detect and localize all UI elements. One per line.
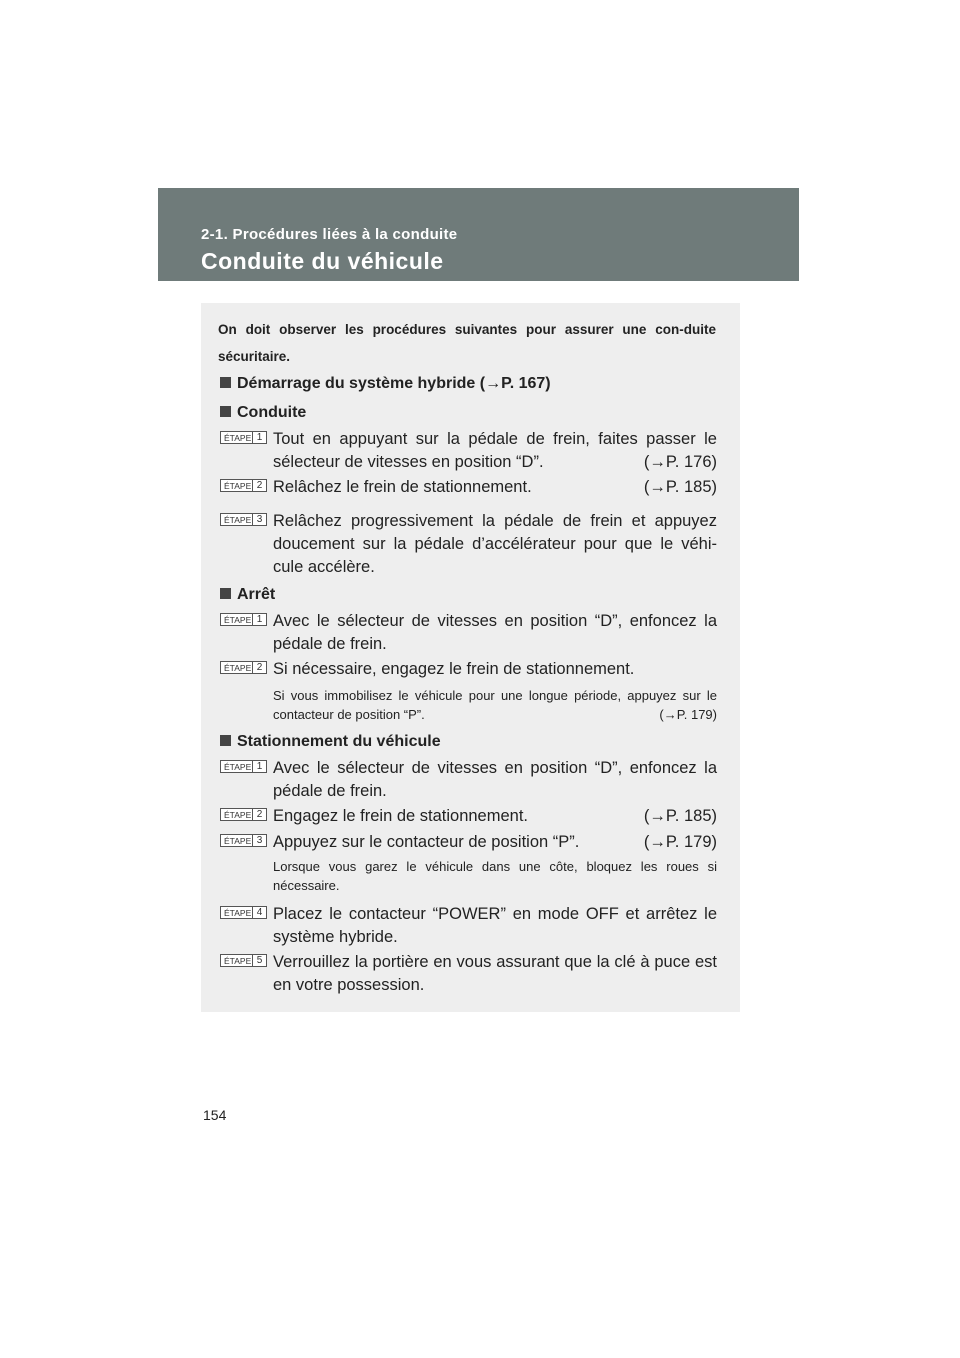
heading-stop-label: Arrêt: [237, 586, 276, 603]
step-badge: ÉTAPE 3: [220, 834, 267, 847]
heading-drive-label: Conduite: [237, 404, 307, 421]
section-label: 2-1. Procédures liées à la conduite: [201, 226, 458, 243]
heading-stop: [220, 586, 275, 604]
page-reference: (→P. 179): [643, 833, 717, 851]
stop-step-1: [220, 610, 717, 656]
park-step-3: [220, 831, 717, 854]
drive-step-3: [220, 510, 717, 579]
square-bullet-icon: [220, 406, 231, 417]
step-badge: ÉTAPE 2: [220, 808, 267, 821]
drive-step-1: [220, 428, 717, 474]
park-step-4: [220, 903, 717, 949]
heading-park: [220, 733, 441, 751]
step-text: Avec le sélecteur de vitesses en position “D”, enfoncez la pédale de frein.: [273, 612, 717, 653]
stop-note: [273, 686, 717, 724]
step-badge: ÉTAPE 5: [220, 954, 267, 967]
step-text: Engagez le frein de stationnement.: [273, 807, 529, 825]
step-text: Tout en appuyant sur la pédale de frein, faites passer le sélecteur de vitesses en position “D”.: [273, 430, 717, 471]
park-step-1: [220, 757, 717, 803]
step-badge: ÉTAPE 1: [220, 760, 267, 773]
step-text: Si nécessaire, engagez le frein de stationnement.: [273, 660, 635, 678]
heading-drive: [220, 404, 306, 422]
square-bullet-icon: [220, 588, 231, 599]
square-bullet-icon: [220, 735, 231, 746]
step-text: Avec le sélecteur de vitesses en position “D”, enfoncez la pédale de frein.: [273, 759, 717, 800]
page-title: Conduite du véhicule: [201, 248, 444, 274]
heading-park-label: Stationnement du véhicule: [237, 733, 441, 750]
page-reference: (→P. 179): [659, 707, 717, 722]
step-badge: ÉTAPE 1: [220, 613, 267, 626]
note-text: Lorsque vous garez le véhicule dans une côte, bloquez les roues si nécessaire.: [273, 859, 717, 893]
intro-text: On doit observer les procédures suivantes pour assurer une con-duite sécuritaire.: [218, 322, 716, 364]
step-text: Appuyez sur le contacteur de position “P”.: [273, 833, 580, 851]
square-bullet-icon: [220, 377, 231, 388]
park-step-2: [220, 805, 717, 828]
step-text: Relâchez progressivement la pédale de frein et appuyez doucement sur la pédale d’accélérateur pour que le véhi-cule accélère.: [273, 512, 717, 576]
step-badge: ÉTAPE 4: [220, 906, 267, 919]
drive-step-2: [220, 476, 717, 499]
note-text: Si vous immobilisez le véhicule pour une longue période, appuyez sur le contacteur de position “P”.: [273, 688, 717, 722]
heading-start-label: Démarrage du système hybride (→P. 167): [237, 375, 551, 392]
page-reference: (→P. 185): [643, 807, 717, 825]
step-text: Relâchez le frein de stationnement.: [273, 478, 532, 496]
stop-step-2: [220, 658, 717, 681]
heading-start: [220, 375, 551, 393]
step-badge: ÉTAPE 1: [220, 431, 267, 444]
step-text: Placez le contacteur “POWER” en mode OFF et arrêtez le système hybride.: [273, 905, 717, 946]
step-badge: ÉTAPE 2: [220, 661, 267, 674]
page-reference: (→P. 185): [643, 478, 717, 496]
step-badge: ÉTAPE 2: [220, 479, 267, 492]
park-note: [273, 857, 717, 895]
step-text: Verrouillez la portière en vous assurant que la clé à puce est en votre possession.: [273, 953, 717, 994]
step-badge: ÉTAPE 3: [220, 513, 267, 526]
page-number: 154: [203, 1107, 227, 1123]
park-step-5: [220, 951, 717, 997]
page-reference: (→P. 176): [643, 453, 717, 471]
